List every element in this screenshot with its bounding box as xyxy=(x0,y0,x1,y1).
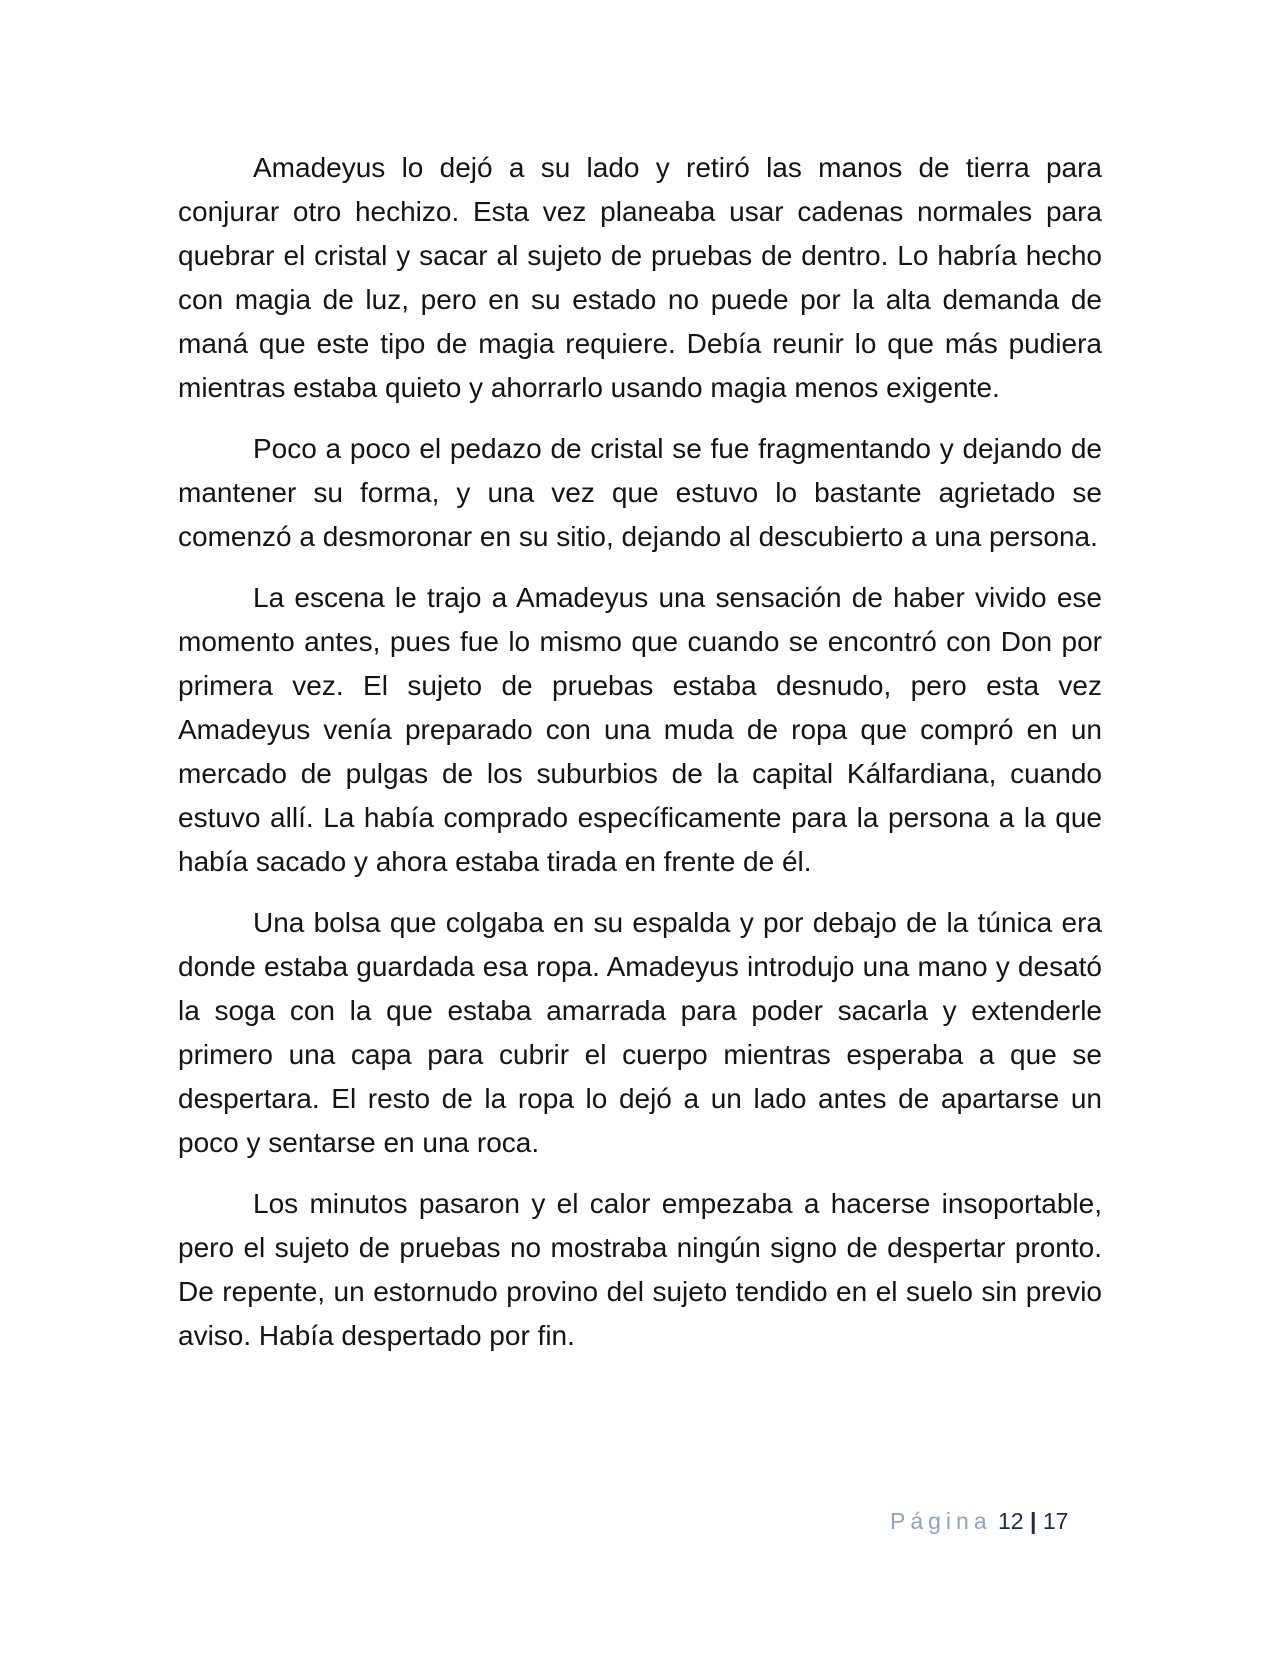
paragraph-1: Amadeyus lo dejó a su lado y retiró las manos de tierra para conjurar otro hechizo. Esta vez planeaba usar cadenas normales para quebrar el cristal y sacar al sujeto de pruebas de dentro. Lo habría hecho con magia de luz, pero en su estado no puede por la alta demanda de maná que este tipo de magia requiere. Debía reunir lo que más pudiera mientras estaba quieto y ahorrarlo usando magia menos exigente. xyxy=(178,152,1102,403)
paragraph-3: La escena le trajo a Amadeyus una sensación de haber vivido ese momento antes, pues fue lo mismo que cuando se encontró con Don por primera vez. El sujeto de pruebas estaba desnudo, pero esta vez Amadeyus venía preparado con una muda de ropa que compró en un mercado de pulgas de los suburbios de la capital Kálfardiana, cuando estuvo allí. La había comprado específicamente para la persona a la que había sacado y ahora estaba tirada en frente de él. xyxy=(178,582,1102,877)
paragraph-5: Los minutos pasaron y el calor empezaba a hacerse insoportable, pero el sujeto de pruebas no mostraba ningún signo de despertar pronto. De repente, un estornudo provino del sujeto tendido en el suelo sin previo aviso. Había despertado por fin. xyxy=(178,1188,1102,1351)
page-separator: | xyxy=(1030,1508,1037,1534)
total-pages-number: 17 xyxy=(1042,1508,1069,1534)
paragraph-4: Una bolsa que colgaba en su espalda y por debajo de la túnica era donde estaba guardada esa ropa. Amadeyus introdujo una mano y desató la soga con la que estaba amarrada para poder sacarla y extenderle primero una capa para cubrir el cuerpo mientras esperaba a que se despertara. El resto de la ropa lo dejó a un lado antes de apartarse un poco y sentarse en una roca. xyxy=(178,907,1102,1158)
current-page-number: 12 xyxy=(998,1508,1024,1534)
body-text xyxy=(178,146,1102,1375)
page-word: Página xyxy=(890,1508,992,1534)
page-footer xyxy=(890,1506,1130,1536)
paragraph-2: Poco a poco el pedazo de cristal se fue fragmentando y dejando de mantener su forma, y una vez que estuvo lo bastante agrietado se comenzó a desmoronar en su sitio, dejando al descubierto a una persona. xyxy=(178,433,1102,552)
